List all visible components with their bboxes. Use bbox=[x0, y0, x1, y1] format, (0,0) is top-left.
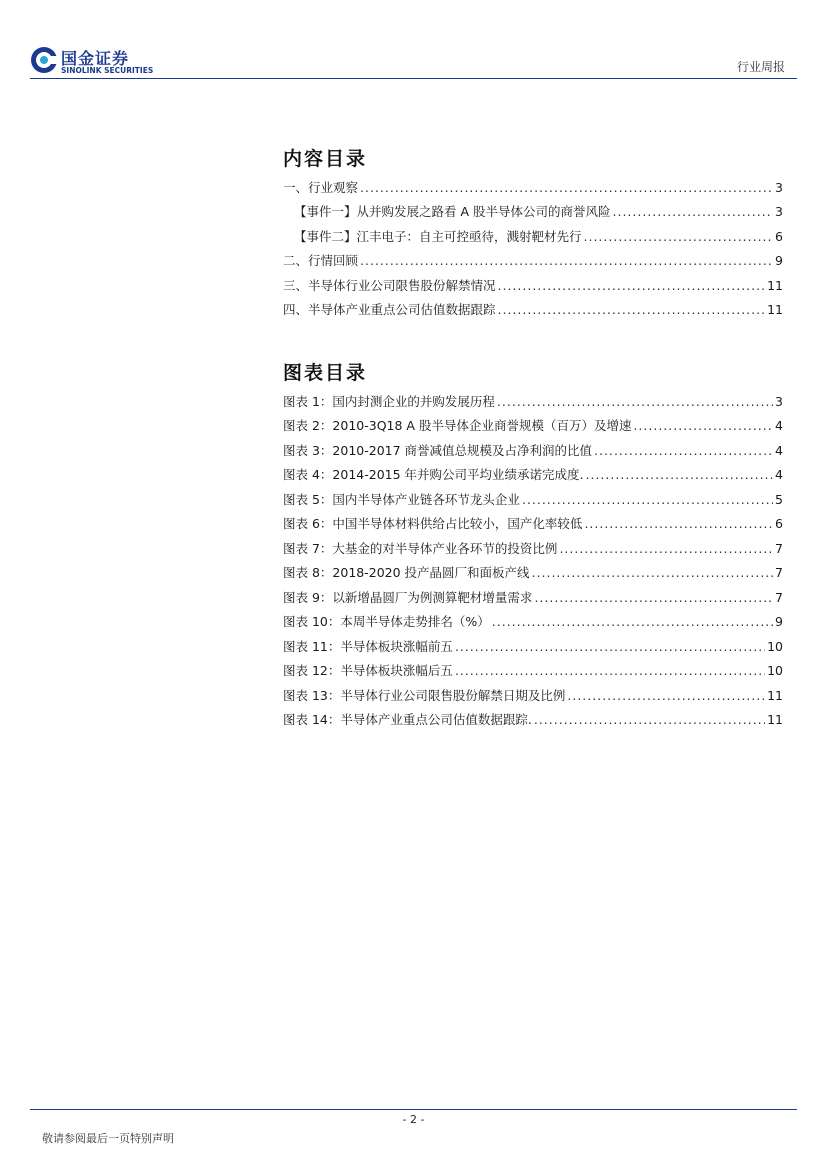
figure-entry-label: 图表 5：国内半导体产业链各环节龙头企业 bbox=[283, 492, 520, 507]
leader-dots bbox=[360, 180, 773, 195]
toc-entry[interactable] bbox=[283, 178, 783, 198]
header-divider bbox=[30, 78, 797, 79]
figure-entry-page: 11 bbox=[767, 712, 783, 727]
figure-entry-label: 图表 12：半导体板块涨幅后五 bbox=[283, 663, 453, 678]
leader-dots bbox=[455, 663, 765, 678]
figure-entry-page: 3 bbox=[775, 394, 783, 409]
figure-entry[interactable] bbox=[283, 710, 783, 730]
figure-entry-page: 4 bbox=[775, 467, 783, 482]
toc-entry-label: 二、行情回顾 bbox=[283, 253, 359, 268]
figure-entry-label: 图表 13：半导体行业公司限售股份解禁日期及比例 bbox=[283, 688, 566, 703]
figure-entry-label: 图表 14：半导体产业重点公司估值数据跟踪. bbox=[283, 712, 532, 727]
leader-dots bbox=[633, 418, 773, 433]
figure-entry-page: 10 bbox=[767, 639, 783, 654]
toc-entry[interactable] bbox=[283, 251, 783, 271]
figure-entry-page: 7 bbox=[775, 590, 783, 605]
leader-dots bbox=[594, 443, 773, 458]
leader-dots bbox=[586, 467, 774, 482]
toc-entry-label: 四、半导体产业重点公司估值数据跟踪 bbox=[283, 302, 496, 317]
toc-entry-page: 3 bbox=[775, 180, 783, 195]
leader-dots bbox=[498, 302, 766, 317]
logo-text-cn: 国金证券 bbox=[61, 49, 130, 68]
company-logo bbox=[30, 46, 160, 78]
figure-entry-page: 4 bbox=[775, 443, 783, 458]
toc-entry-page: 11 bbox=[767, 302, 783, 317]
figure-entry-page: 6 bbox=[775, 516, 783, 531]
leader-dots bbox=[534, 590, 773, 605]
logo-text-en: SINOLINK SECURITIES bbox=[61, 66, 154, 75]
page-number: - 2 - bbox=[402, 1113, 425, 1126]
figure-entry[interactable] bbox=[283, 686, 783, 706]
figure-entry[interactable] bbox=[283, 416, 783, 436]
report-type: 行业周报 bbox=[736, 60, 785, 74]
figure-entry-label: 图表 11：半导体板块涨幅前五 bbox=[283, 639, 453, 654]
footer-disclaimer: 敬请参阅最后一页特别声明 bbox=[42, 1132, 174, 1145]
leader-dots bbox=[498, 278, 766, 293]
toc-entry-label: 一、行业观察 bbox=[283, 180, 359, 195]
logo-mark-icon bbox=[30, 46, 58, 74]
footer-divider bbox=[30, 1109, 797, 1110]
figure-entry-page: 5 bbox=[775, 492, 783, 507]
figure-entry-label: 图表 8：2018-2020 投产晶圆厂和面板产线 bbox=[283, 565, 530, 580]
toc-entry-label: 三、半导体行业公司限售股份解禁情况 bbox=[283, 278, 496, 293]
leader-dots bbox=[360, 253, 773, 268]
figure-entry-label: 图表 10：本周半导体走势排名（%） bbox=[283, 614, 490, 629]
leader-dots bbox=[532, 565, 774, 580]
figure-entry[interactable] bbox=[283, 539, 783, 559]
figure-entry[interactable] bbox=[283, 490, 783, 510]
leader-dots bbox=[559, 541, 773, 556]
leader-dots bbox=[534, 712, 765, 727]
toc-entry-label: 【事件一】从并购发展之路看 A 股半导体公司的商誉风险 bbox=[294, 204, 611, 219]
contents-title: 内容目录 bbox=[283, 148, 368, 170]
leader-dots bbox=[497, 394, 773, 409]
figure-entry[interactable] bbox=[283, 563, 783, 583]
leader-dots bbox=[567, 688, 765, 703]
figure-entry-label: 图表 2：2010-3Q18 A 股半导体企业商誉规模（百万）及增速 bbox=[283, 418, 632, 433]
leader-dots bbox=[584, 229, 774, 244]
figure-entry-label: 图表 4：2014-2015 年并购公司平均业绩承诺完成度. bbox=[283, 467, 584, 482]
leader-dots bbox=[522, 492, 773, 507]
leader-dots bbox=[455, 639, 765, 654]
leader-dots bbox=[492, 614, 773, 629]
page-header bbox=[0, 0, 827, 80]
figure-entry[interactable] bbox=[283, 441, 783, 461]
figure-entry-page: 11 bbox=[767, 688, 783, 703]
toc-entry[interactable] bbox=[283, 276, 783, 296]
figures-title: 图表目录 bbox=[283, 362, 368, 384]
figure-entry-page: 4 bbox=[775, 418, 783, 433]
figure-entry-label: 图表 9：以新增晶圆厂为例测算靶材增量需求 bbox=[283, 590, 533, 605]
figure-entry-label: 图表 7：大基金的对半导体产业各环节的投资比例 bbox=[283, 541, 558, 556]
figure-entry-label: 图表 1：国内封测企业的并购发展历程 bbox=[283, 394, 495, 409]
figure-entry[interactable] bbox=[283, 661, 783, 681]
toc-entry[interactable] bbox=[294, 227, 783, 247]
figure-entry[interactable] bbox=[283, 392, 783, 412]
figure-entry-page: 10 bbox=[767, 663, 783, 678]
leader-dots bbox=[584, 516, 773, 531]
figure-entry-page: 9 bbox=[775, 614, 783, 629]
figure-entry[interactable] bbox=[283, 514, 783, 534]
toc-entry-page: 6 bbox=[775, 229, 783, 244]
toc-entry-label: 【事件二】江丰电子：自主可控亟待，溅射靶材先行 bbox=[294, 229, 582, 244]
toc-entry-page: 11 bbox=[767, 278, 783, 293]
figure-entry[interactable] bbox=[283, 588, 783, 608]
toc-entry[interactable] bbox=[294, 202, 783, 222]
figure-entry[interactable] bbox=[283, 465, 783, 485]
toc-entry-page: 3 bbox=[775, 204, 783, 219]
figure-entry-page: 7 bbox=[775, 565, 783, 580]
toc-entry[interactable] bbox=[283, 300, 783, 320]
figure-entry-label: 图表 3：2010-2017 商誉减值总规模及占净利润的比值 bbox=[283, 443, 593, 458]
toc-entry-page: 9 bbox=[775, 253, 783, 268]
figure-entry-label: 图表 6：中国半导体材料供给占比较小，国产化率较低 bbox=[283, 516, 583, 531]
figure-entry-page: 7 bbox=[775, 541, 783, 556]
figure-entry[interactable] bbox=[283, 612, 783, 632]
leader-dots bbox=[613, 204, 774, 219]
figure-entry[interactable] bbox=[283, 637, 783, 657]
